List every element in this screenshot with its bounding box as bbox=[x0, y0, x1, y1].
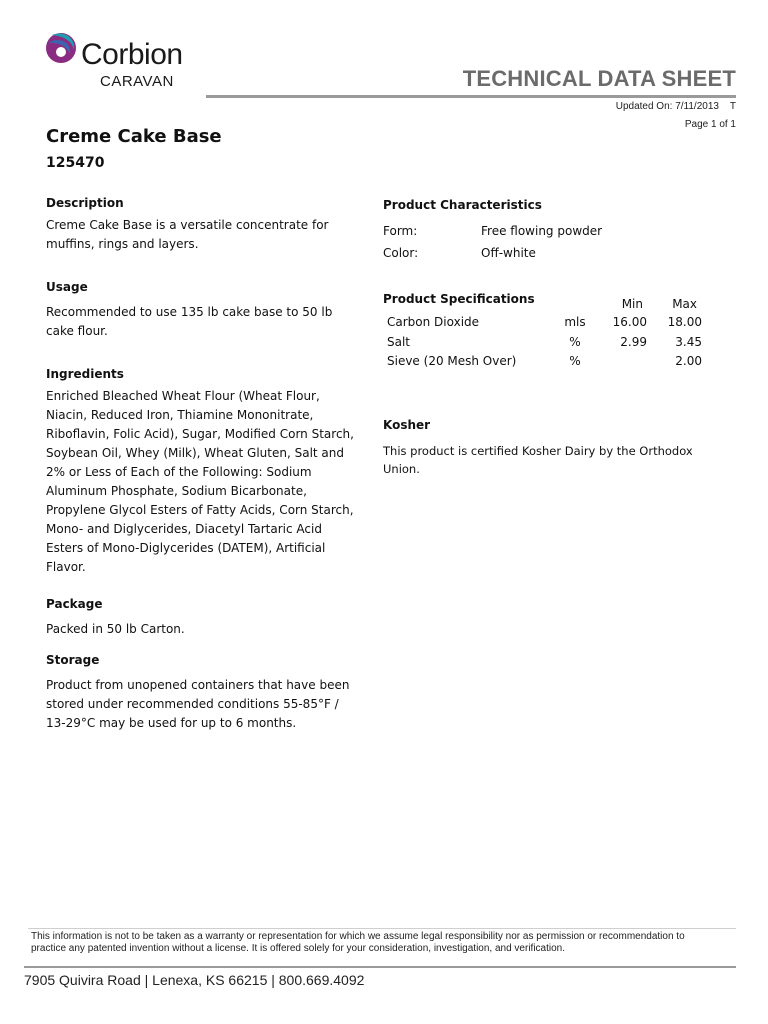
usage-heading: Usage bbox=[46, 280, 88, 294]
product-name: Creme Cake Base bbox=[46, 126, 222, 147]
kosher-text: This product is certified Kosher Dairy by the Orthodox Union. bbox=[383, 443, 693, 476]
specifications-header-row bbox=[383, 294, 723, 315]
spec-name: Carbon Dioxide bbox=[387, 315, 480, 329]
footer-divider bbox=[24, 966, 736, 968]
spec-name: Sieve (20 Mesh Over) bbox=[387, 354, 517, 368]
package-text: Packed in 50 lb Carton. bbox=[46, 622, 185, 636]
spec-row bbox=[383, 315, 723, 335]
min-column-header: Min bbox=[621, 297, 643, 311]
spec-unit: % bbox=[569, 334, 581, 349]
ingredients-text: Enriched Bleached Wheat Flour (Wheat Flour, Niacin, Reduced Iron, Thiamine Mononitrate, Riboflavin, Folic Acid), Sugar, Modified Corn Starch, Soybean Oil, Whey (Milk), Wheat Gluten, Salt and 2% or Less of Each of the Following: Sodium Aluminum Phosphate, Sodium Bicarbonate, Propylene Glycol Esters of Fatty Acids, Corn Starch, Mono- and Diglycerides, Diacetyl Tartaric Acid Esters of Mono-Diglycerides (DATEM), Artificial Flavor. bbox=[46, 389, 354, 574]
form-row bbox=[383, 224, 723, 246]
footer-divider-thin bbox=[28, 928, 736, 929]
spec-max: 18.00 bbox=[667, 315, 702, 329]
spec-max: 2.00 bbox=[675, 354, 702, 368]
left-column bbox=[46, 196, 362, 733]
spec-unit: mls bbox=[564, 315, 586, 329]
form-value: Free flowing powder bbox=[481, 224, 603, 238]
logo-sub-brand-text: CARAVAN bbox=[100, 73, 174, 90]
logo-brand-text: Corbion bbox=[81, 38, 183, 71]
right-column bbox=[383, 198, 723, 478]
color-row bbox=[383, 246, 723, 268]
form-label: Form: bbox=[383, 224, 418, 238]
page-number: Page 1 of 1 bbox=[684, 119, 736, 130]
usage-text: Recommended to use 135 lb cake base to 50 lb cake flour. bbox=[46, 305, 333, 338]
kosher-heading: Kosher bbox=[383, 417, 431, 432]
description-text: Creme Cake Base is a versatile concentrate for muffins, rings and layers. bbox=[46, 218, 329, 251]
disclaimer-text: This information is not to be taken as a warranty or representation for which we assume legal responsibility nor as permission or recommendation to practice any patented invention without a license. It is offered solely for your consideration, investigation, and verification. bbox=[31, 931, 685, 954]
color-value: Off-white bbox=[481, 246, 536, 260]
spec-min: 16.00 bbox=[612, 315, 647, 329]
storage-heading: Storage bbox=[46, 653, 100, 667]
spec-name: Salt bbox=[387, 334, 411, 349]
spec-row bbox=[383, 354, 723, 374]
updated-date: Updated On: 7/11/2013 T bbox=[615, 101, 736, 112]
storage-text: Product from unopened containers that have been stored under recommended conditions 55-85°F / 13-29°C may be used for up to 6 months. bbox=[46, 678, 350, 730]
spec-row bbox=[383, 335, 723, 355]
description-heading: Description bbox=[46, 196, 124, 210]
characteristics-heading: Product Characteristics bbox=[383, 198, 542, 212]
specifications-heading: Product Specifications bbox=[383, 292, 535, 306]
specifications-table bbox=[383, 294, 723, 374]
color-label: Color: bbox=[383, 246, 419, 260]
spec-max: 3.45 bbox=[675, 334, 702, 349]
spec-unit: % bbox=[569, 354, 581, 368]
document-title: TECHNICAL DATA SHEET bbox=[462, 66, 736, 91]
package-heading: Package bbox=[46, 597, 103, 611]
corbion-logo-mark-icon bbox=[44, 28, 78, 68]
corbion-logo bbox=[44, 28, 204, 92]
max-column-header: Max bbox=[672, 297, 697, 311]
spec-min: 2.99 bbox=[620, 334, 647, 349]
header-divider bbox=[206, 95, 736, 98]
product-code: 125470 bbox=[46, 155, 105, 171]
company-address: 7905 Quivira Road | Lenexa, KS 66215 | 800.669.4092 bbox=[24, 972, 365, 988]
ingredients-heading: Ingredients bbox=[46, 367, 124, 381]
